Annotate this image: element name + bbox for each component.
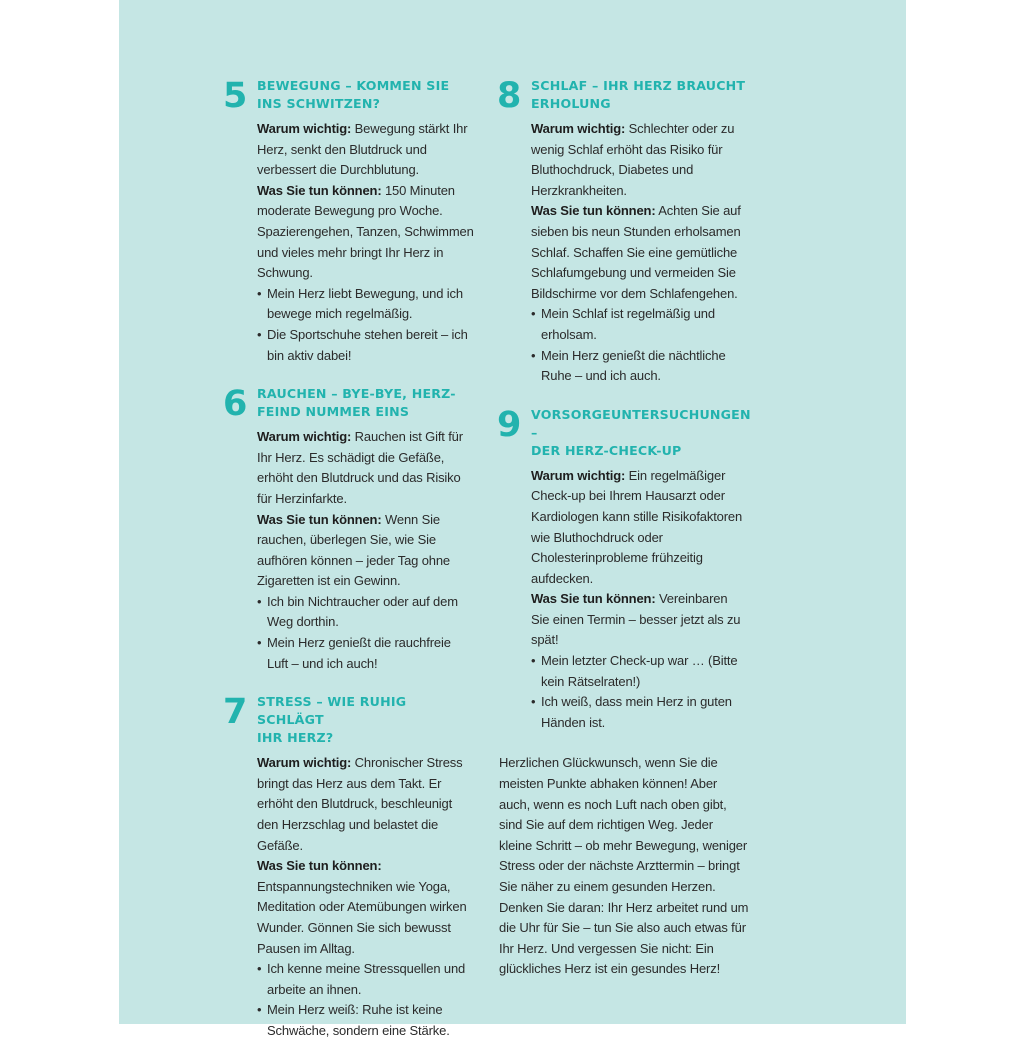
todo-text: 150 Minuten moderate Bewegung pro Woche. Spazierengehen, Tanzen, Schwimmen und vieles mehr bringt Ihr Herz in Schwung. xyxy=(257,182,474,281)
section-rauchen xyxy=(225,385,475,674)
why-label: Warum wichtig: xyxy=(531,121,626,136)
checklist-item: • Mein letzter Check-up war … (Bitte kein Rätselraten!) xyxy=(531,651,749,692)
why-label: Warum wichtig: xyxy=(257,755,352,771)
todo-label: Was Sie tun können: xyxy=(257,511,382,527)
why-text: Schlechter oder zu wenig Schlaf erhöht das Risiko für Bluthochdruck, Diabetes und Herzkrankheiten. xyxy=(531,121,735,198)
why-label: Warum wichtig: xyxy=(531,467,626,483)
checklist-item: • Mein Schlaf ist regelmäßig und erholsam. xyxy=(531,304,749,345)
todo-text: Entspannungstechniken wie Yoga, Meditation oder Atemübungen wirken Wunder. Gönnen Sie sich bewusst Pausen im Alltag. xyxy=(257,878,467,956)
checklist xyxy=(531,304,749,386)
why-paragraph xyxy=(531,119,749,201)
right-column xyxy=(499,77,749,980)
page xyxy=(119,0,906,1038)
checklist-item: • Die Sportschuhe stehen bereit – ich bin aktiv dabei! xyxy=(257,325,475,366)
section-number: 6 xyxy=(223,384,248,425)
todo-paragraph xyxy=(257,510,475,592)
section-bewegung xyxy=(225,77,475,366)
why-paragraph xyxy=(257,427,475,509)
why-paragraph xyxy=(257,119,475,181)
checklist-item: • Mein Herz liebt Bewegung, und ich bewege mich regelmäßig. xyxy=(257,284,475,325)
section-title: VORSORGEUNTERSUCHUNGEN – DER HERZ-CHECK-UP xyxy=(531,406,751,458)
checklist-item: • Ich weiß, dass mein Herz in guten Händen ist. xyxy=(531,692,749,733)
todo-text: Vereinbaren Sie einen Termin – besser jetzt als zu spät! xyxy=(531,591,741,648)
checklist-item: • Mein Herz genießt die nächtliche Ruhe – und ich auch. xyxy=(531,346,749,387)
checklist-item: • Ich kenne meine Stressquellen und arbeite an ihnen. xyxy=(257,959,475,1000)
todo-paragraph xyxy=(257,856,475,959)
todo-label: Was Sie tun können: xyxy=(257,182,382,198)
todo-label: Was Sie tun können: xyxy=(257,858,382,874)
todo-paragraph xyxy=(531,589,749,651)
left-column xyxy=(225,77,475,1042)
todo-label: Was Sie tun können: xyxy=(531,591,656,607)
section-vorsorge xyxy=(499,406,749,734)
checklist xyxy=(257,284,475,366)
section-number: 5 xyxy=(223,76,248,116)
checklist-item: • Mein Herz weiß: Ruhe ist keine Schwäche, sondern eine Stärke. xyxy=(257,1000,475,1041)
todo-text: Wenn Sie rauchen, überlegen Sie, wie Sie aufhören können – jeder Tag ohne Zigaretten ist ein Gewinn. xyxy=(257,511,451,589)
todo-paragraph xyxy=(257,181,475,284)
checklist xyxy=(531,651,749,733)
why-paragraph xyxy=(257,753,475,856)
section-number: 9 xyxy=(497,404,522,445)
section-number: 7 xyxy=(223,692,248,733)
section-title: SCHLAF – IHR HERZ BRAUCHT ERHOLUNG xyxy=(531,78,746,111)
checklist xyxy=(257,592,475,674)
section-title: BEWEGUNG – KOMMEN SIE INS SCHWITZEN? xyxy=(257,78,450,111)
why-text: Rauchen ist Gift für Ihr Herz. Es schädigt die Gefäße, erhöht den Blutdruck und das Risiko für Herzinfarkte. xyxy=(257,429,463,506)
closing-paragraph: Herzlichen Glückwunsch, wenn Sie die meisten Punkte abhaken können! Aber auch, wenn es noch Luft nach oben gibt, sind Sie auf dem richtigen Weg. Jeder kleine Schritt – ob mehr Bewegung, weniger Stress oder der nächste Arzttermin – bringt Sie näher zu einem gesunden Herzen. Denken Sie daran: Ihr Herz arbeitet rund um die Uhr für Sie – tun Sie also auch etwas für Ihr Herz. Und vergessen Sie nicht: Ein glückliches Herz ist ein gesundes Herz! xyxy=(499,755,749,977)
checklist-item: • Ich bin Nichtraucher oder auf dem Weg dorthin. xyxy=(257,592,475,633)
todo-paragraph xyxy=(531,201,749,304)
section-schlaf xyxy=(499,77,749,387)
why-text: Ein regelmäßiger Check-up bei Ihrem Hausarzt oder Kardiologen kann stille Risikofaktoren wie Bluthochdruck oder Cholesterinprobleme frühzeitig aufdecken. xyxy=(531,467,743,586)
todo-text: Achten Sie auf sieben bis neun Stunden erholsamen Schlaf. Schaffen Sie eine gemütliche Schlafumgebung und vermeiden Sie Bildschirme vor dem Schlafengehen. xyxy=(531,203,741,301)
why-paragraph xyxy=(531,466,749,590)
why-label: Warum wichtig: xyxy=(257,121,352,136)
section-title: RAUCHEN – BYE-BYE, HERZ- FEIND NUMMER EINS xyxy=(257,386,456,420)
why-text: Bewegung stärkt Ihr Herz, senkt den Blutdruck und verbessert die Durchblutung. xyxy=(257,121,468,178)
why-text: Chronischer Stress bringt das Herz aus dem Takt. Er erhöht den Blutdruck, beschleunigt den Herzschlag und belastet die Gefäße. xyxy=(257,755,463,853)
why-label: Warum wichtig: xyxy=(257,429,352,445)
section-number: 8 xyxy=(497,76,522,116)
checklist xyxy=(257,959,475,1041)
todo-label: Was Sie tun können: xyxy=(531,203,656,219)
checklist-item: • Mein Herz genießt die rauchfreie Luft – und ich auch! xyxy=(257,633,475,674)
section-title: STRESS – WIE RUHIG SCHLÄGT IHR HERZ? xyxy=(257,694,407,746)
section-stress xyxy=(225,693,475,1041)
